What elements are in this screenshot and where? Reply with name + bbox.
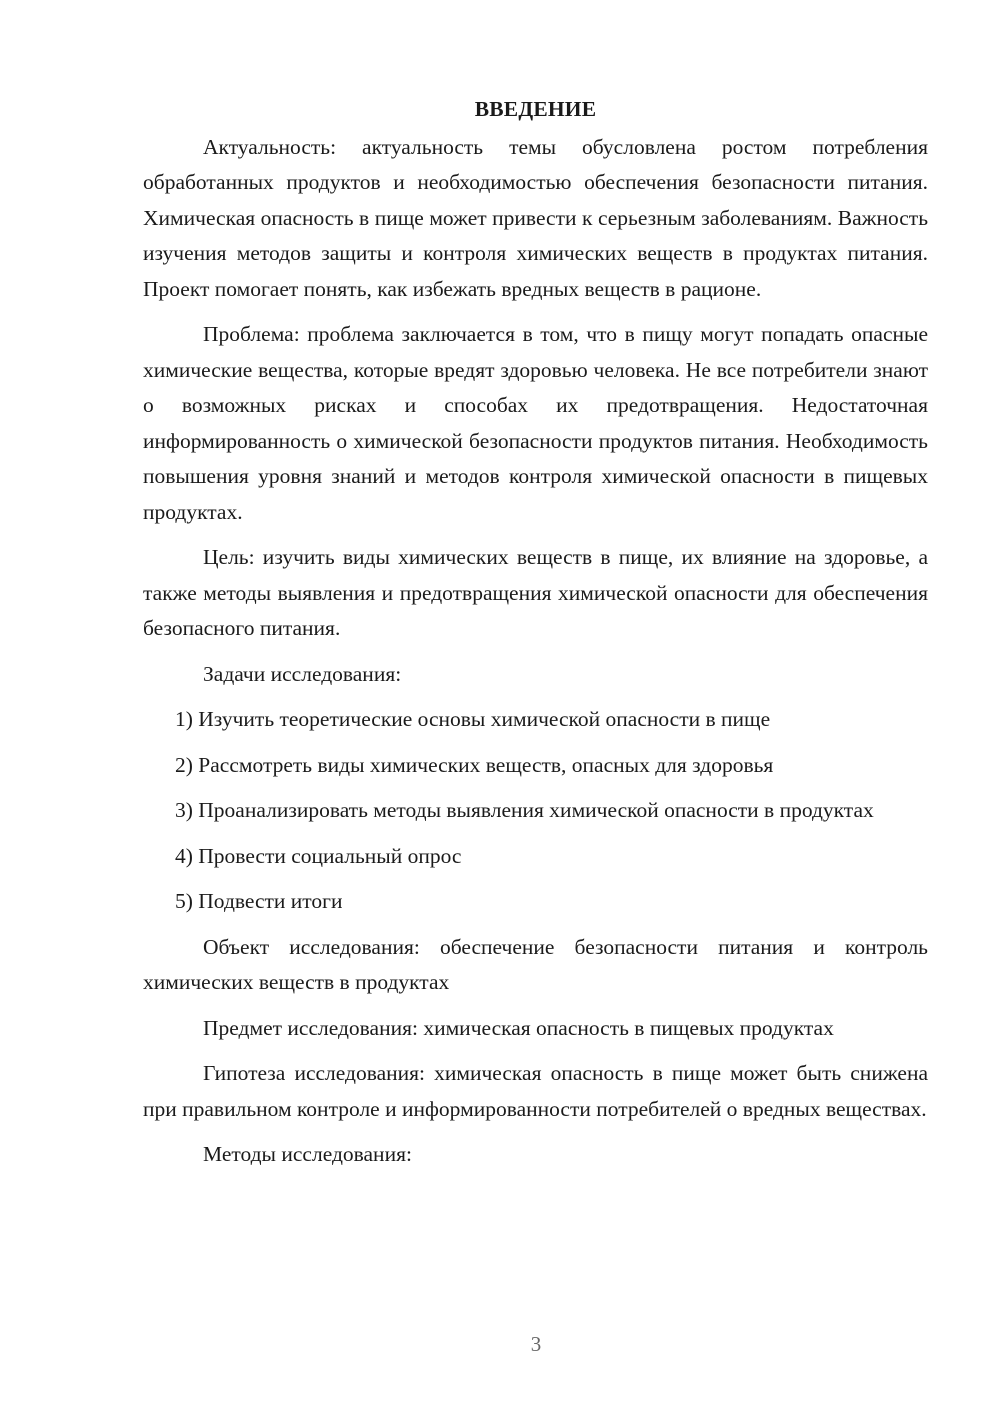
page-number: 3 [530,1332,542,1356]
problem-paragraph: Проблема: проблема заключается в том, что в пищу могут попадать опасные химические вещества, которые вредят здоровью человека. Не все потребители знают о возможных рисках и способах их предотвращения. Недостаточная информированность о химической безопасности продуктов питания. Необходимость повышения уровня знаний и методов контроля химической опасности в пищевых продуктах. [143,322,928,524]
goal-paragraph: Цель: изучить виды химических веществ в пище, их влияние на здоровье, а также методы выявления и предотвращения химической опасности для обеспечения безопасного питания. [143,545,928,640]
methods-title: Методы исследования: [203,1142,412,1166]
task-item-1: 1) Изучить теоретические основы химической опасности в пище [175,707,771,731]
tasks-title: Задачи исследования: [203,661,402,686]
relevance-paragraph: Актуальность: актуальность темы обусловлена ростом потребления обработанных продуктов и необходимостью обеспечения безопасности питания. Химическая опасность в пище может привести к серьезным заболеваниям. Важность изучения методов защиты и контроля химических веществ в продуктах питания. Проект помогает понять, как избежать вредных веществ в рационе. [143,134,928,301]
section-heading: ВВЕДЕНИЕ [474,97,597,121]
hypothesis-paragraph: Гипотеза исследования: химическая опасность в пище может быть снижена при правильном контроле и информированности потребителей о вредных веществах. [143,1061,928,1121]
object-paragraph: Объект исследования: обеспечение безопасности питания и контроль химических веществ в продуктах [143,934,928,994]
task-item-2: 2) Рассмотреть виды химических веществ, опасных для здоровья [175,752,774,777]
task-item-5: 5) Подвести итоги [175,889,343,913]
task-item-3: 3) Проанализировать методы выявления химической опасности в продуктах [175,798,874,822]
task-item-4: 4) Провести социальный опрос [175,843,462,868]
subject-paragraph: Предмет исследования: химическая опасность в пищевых продуктах [203,1015,834,1040]
page-content [143,92,928,1183]
